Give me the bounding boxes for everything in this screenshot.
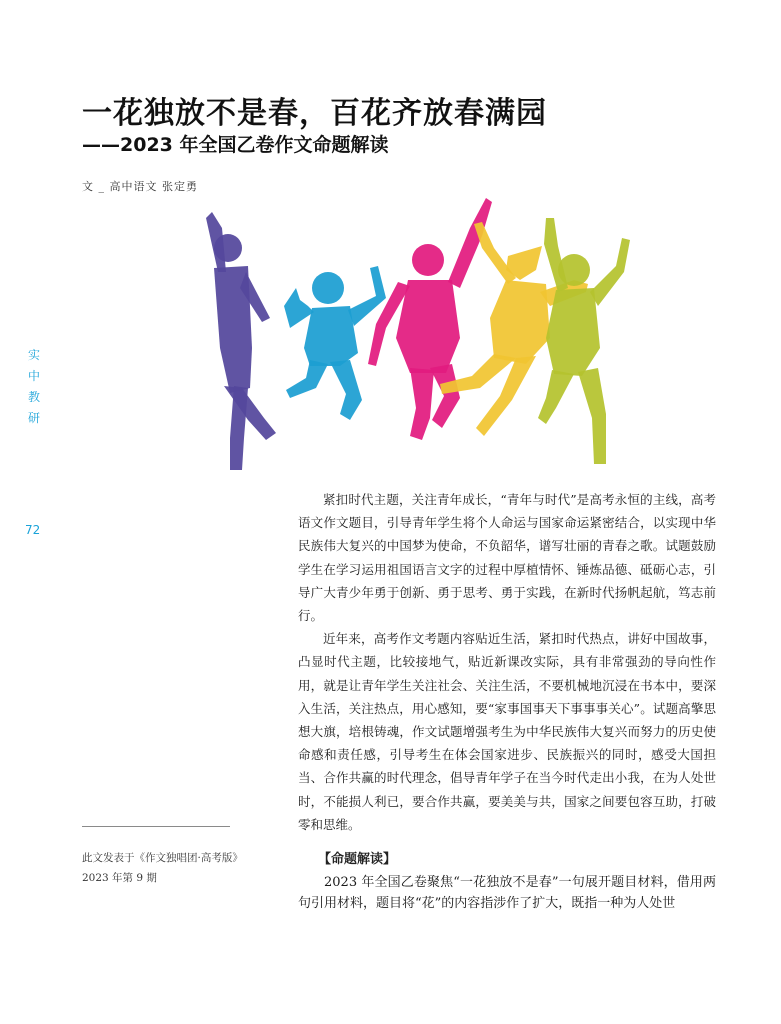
author-byline: 文 _ 高中语文 张定勇 [82, 180, 198, 193]
body-text [298, 488, 716, 836]
section-side-label: 实中教研 [27, 348, 40, 425]
body-paragraph-2: 近年来，高考作文考题内容贴近生活，紧扣时代热点，讲好中国故事，凸显时代主题，比较接地气，贴近新课改实际，具有非常强劲的导向性作用，就是让青年学生关注社会、关注生活，不要机械地沉浸在书本中，要深入生活，关注热点，用心感知，要“家事国事天下事事事关心”。试题高擎思想大旗，培根铸魂，作文试题增强考生为中华民族伟大复兴而努力的历史使命感和责任感，引导考生在体会国家进步、民族振兴的同时，感受大国担当、合作共赢的时代理念，倡导青年学子在当今时代走出小我，在为人处世时，不能损人利已，要合作共赢，要美美与共，国家之间要包容互助，打破零和思维。 [298, 631, 716, 832]
body-paragraph-1: 紧扣时代主题，关注青年成长，“青年与时代”是高考永恒的主线，高考语文作文题目，引导青年学生将个人命运与国家命运紧密结合，以实现中华民族伟大复兴的中国梦为使命，不负韶华，谱写壮丽的青春之歌。试题鼓励学生在学习运用祖国语言文字的过程中厚植情怀、锤炼品德、砥砺心志，引导广大青少年勇于创新、勇于思考、勇于实践，在新时代扬帆起航，笃志前行。 [298, 492, 716, 624]
green-jumping-figure [538, 218, 630, 464]
article-title: 一花独放不是春，百花齐放春满园 [82, 96, 547, 131]
footnote-divider [82, 826, 230, 827]
article-subtitle: ——2023 年全国乙卷作文命题解读 [82, 134, 389, 156]
blue-jumping-figure [284, 266, 386, 420]
footnote: 此文发表于《作文独唱团·高考版》2023 年第 9 期 [82, 852, 238, 884]
jumping-youth-illustration [190, 188, 630, 488]
section-heading: 【命题解读】 [318, 852, 397, 867]
pink-jumping-figure [368, 198, 492, 440]
purple-jumping-figure [206, 212, 276, 470]
page-number: 72 [25, 523, 41, 537]
section-paragraph: 2023 年全国乙卷聚焦“一花独放不是春”一句展开题目材料，借用两句引用材料，题目将“花”的内容指涉作了扩大，既指一种为人处世 [298, 875, 716, 911]
section-text [298, 872, 716, 914]
